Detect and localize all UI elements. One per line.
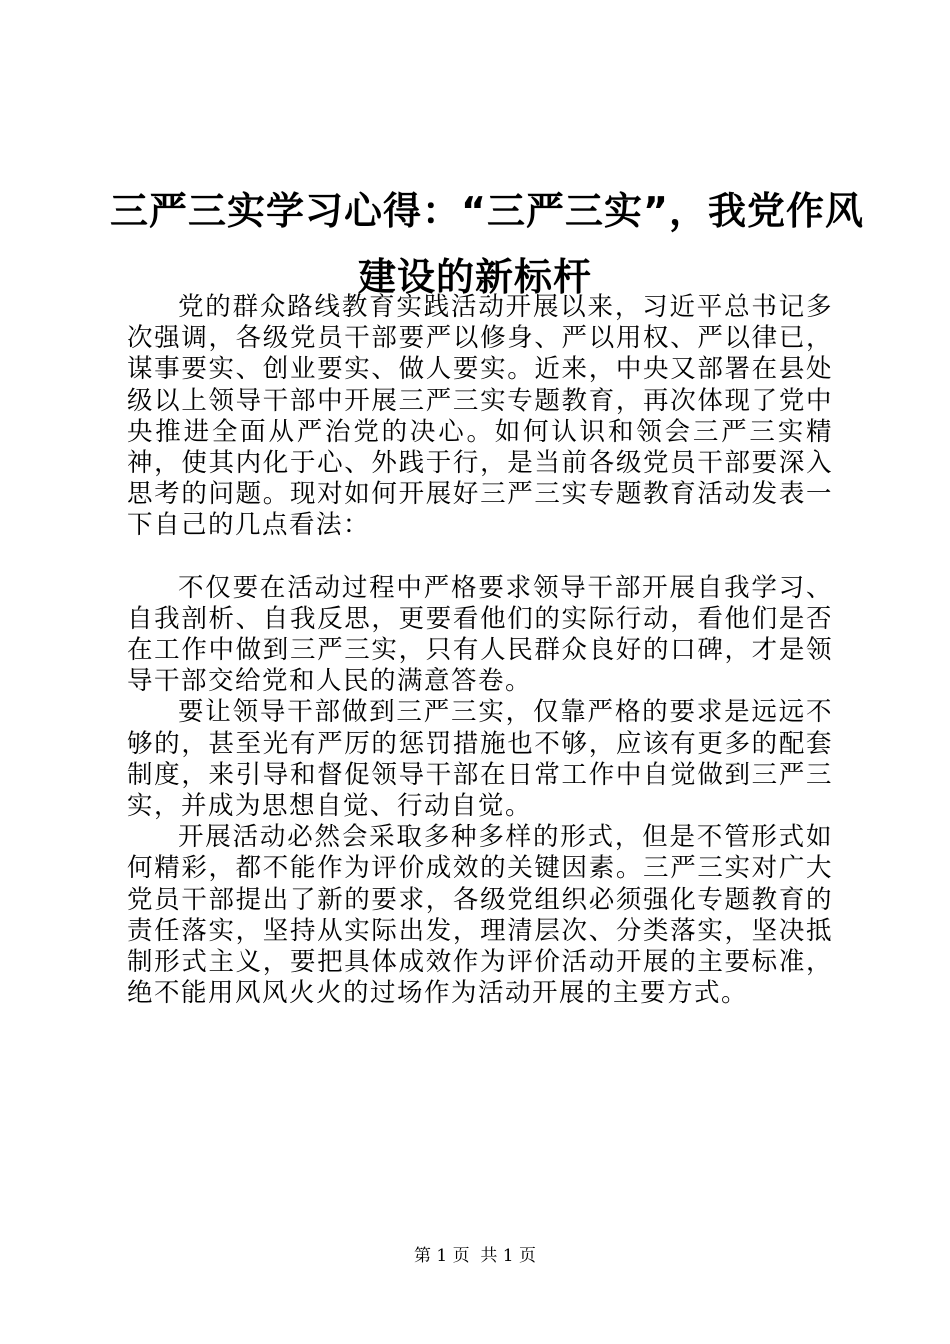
title-line-1: 三严三实学习心得：“三严三实”，我党作风 (110, 189, 864, 233)
document-title (110, 178, 864, 310)
paragraph-2: 要让领导干部做到三严三实，仅靠严格的要求是远远不够的，甚至光有严厉的惩罚措施也不够，应该有更多的配套制度，来引导和督促领导干部在日常工作中自觉做到三严三实，并成为思想自觉、行动自觉。 (127, 697, 833, 822)
document-body (127, 292, 833, 1009)
paragraph-intro: 党的群众路线教育实践活动开展以来，习近平总书记多次强调，各级党员干部要严以修身、严以用权、严以律已，谋事要实、创业要实、做人要实。近来，中央又部署在县处级以上领导干部中开展三严三实专题教育，再次体现了党中央推进全面从严治党的决心。如何认识和领会三严三实精神，使其内化于心、外践于行，是当前各级党员干部要深入思考的问题。现对如何开展好三严三实专题教育活动发表一下自己的几点看法： (127, 292, 833, 541)
paragraph-3: 开展活动必然会采取多种多样的形式，但是不管形式如何精彩，都不能作为评价成效的关键因素。三严三实对广大党员干部提出了新的要求，各级党组织必须强化专题教育的责任落实，坚持从实际出发，理清层次、分类落实，坚决抵制形式主义，要把具体成效作为评价活动开展的主要标准，绝不能用风风火火的过场作为活动开展的主要方式。 (127, 822, 833, 1009)
page-footer: 第 1 页 共 1 页 (413, 1246, 537, 1266)
paragraph-1: 不仅要在活动过程中严格要求领导干部开展自我学习、自我剖析、自我反思，更要看他们的实际行动，看他们是否在工作中做到三严三实，只有人民群众良好的口碑，才是领导干部交给党和人民的满意答卷。 (127, 572, 833, 697)
title-line-2: 建设的新标杆 (357, 255, 592, 299)
